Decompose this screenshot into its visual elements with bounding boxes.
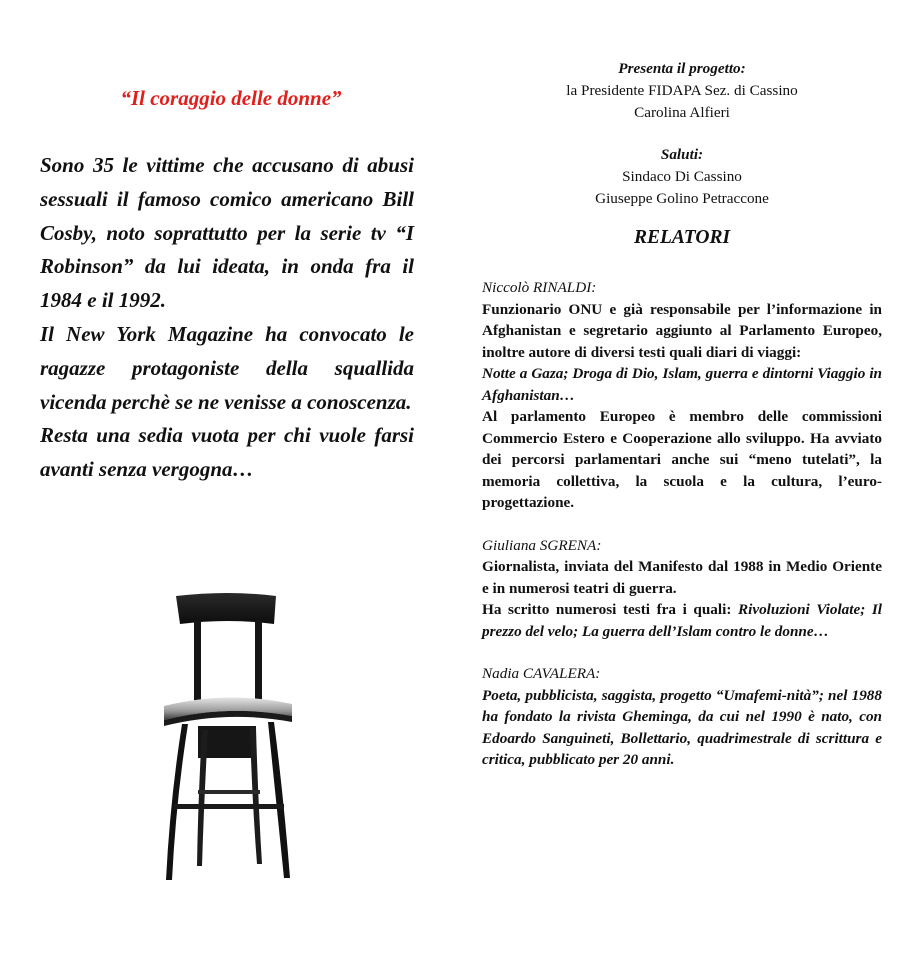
right-column bbox=[482, 58, 882, 792]
page-title: “Il coraggio delle donne” bbox=[120, 86, 342, 110]
speaker-sgrena bbox=[482, 535, 882, 643]
left-column bbox=[40, 86, 414, 487]
speaker-bio-text-2: Al parlamento Europeo è membro delle commissioni Commercio Estero e Cooperazione allo sviluppo. Ha avviato dei percorsi parlamentari anche sui “meno tutelati”, la memoria collettiva, la scuola e la cultura, l’euro-progettazione. bbox=[482, 408, 882, 511]
presenta-section bbox=[482, 58, 882, 124]
intro-text-2: Il New York Magazine ha convocato le ragazze protagoniste della squallida vicenda perchè se ne venisse a conoscenza. bbox=[40, 321, 414, 414]
speaker-bio-text: Giornalista, inviata del Manifesto dal 1988 in Medio Oriente e in numerosi teatri di guerra. bbox=[482, 558, 882, 597]
speaker-bio-text: Funzionario ONU e già responsabile per l’informazione in Afghanistan e segretario aggiunto al Parlamento Europeo, inoltre autore di diversi testi quali diari di viaggi: bbox=[482, 300, 882, 361]
speaker-bio bbox=[482, 556, 882, 642]
presenta-line-1: la Presidente FIDAPA Sez. di Cassino bbox=[566, 82, 798, 99]
speaker-works: Rivoluzioni Violate; Il prezzo del velo; La guerra dell’Islam contro le donne… bbox=[482, 601, 883, 640]
relatori-heading: RELATORI bbox=[633, 227, 731, 248]
speaker-bio: Poeta, pubblicista, saggista, progetto “Umafemi-nità”; nel 1988 ha fondato la rivista Gheminga, da cui nel 1990 è nato, con Edoardo Sanguineti, Bollettario, quadrimestrale di scrittura e critica, pubblicato per 20 anni. bbox=[482, 686, 882, 768]
saluti-line-2: Giuseppe Golino Petraccone bbox=[595, 190, 769, 207]
presenta-label: Presenta il progetto: bbox=[618, 60, 746, 77]
saluti-section bbox=[482, 144, 882, 210]
intro-paragraph bbox=[40, 149, 414, 487]
speaker-name: Niccolò RINALDI: bbox=[482, 279, 597, 296]
empty-chair-icon bbox=[158, 590, 298, 885]
speaker-bio bbox=[482, 299, 882, 514]
intro-text-3: Resta una sedia vuota per chi vuole farsi avanti senza vergogna… bbox=[40, 423, 414, 482]
intro-text-1: Sono 35 le vittime che accusano di abusi sessuali il famoso comico americano Bill Cosby, noto soprattutto per la serie tv “I Robinson” da lui ideata, in onda fra il 1984 e il 1992. bbox=[40, 153, 414, 313]
saluti-line-1: Sindaco Di Cassino bbox=[622, 168, 742, 185]
speaker-bio-text-2: Ha scritto numerosi testi fra i quali: bbox=[482, 601, 732, 618]
speaker-rinaldi bbox=[482, 277, 882, 514]
speaker-works: Notte a Gaza; Droga di Dio, Islam, guerra e dintorni Viaggio in Afghanistan… bbox=[482, 365, 882, 404]
speaker-cavalera bbox=[482, 663, 882, 771]
presenta-line-2: Carolina Alfieri bbox=[634, 104, 730, 121]
speaker-name: Nadia CAVALERA: bbox=[482, 665, 601, 682]
speaker-name: Giuliana SGRENA: bbox=[482, 536, 602, 554]
saluti-label: Saluti: bbox=[660, 146, 704, 163]
